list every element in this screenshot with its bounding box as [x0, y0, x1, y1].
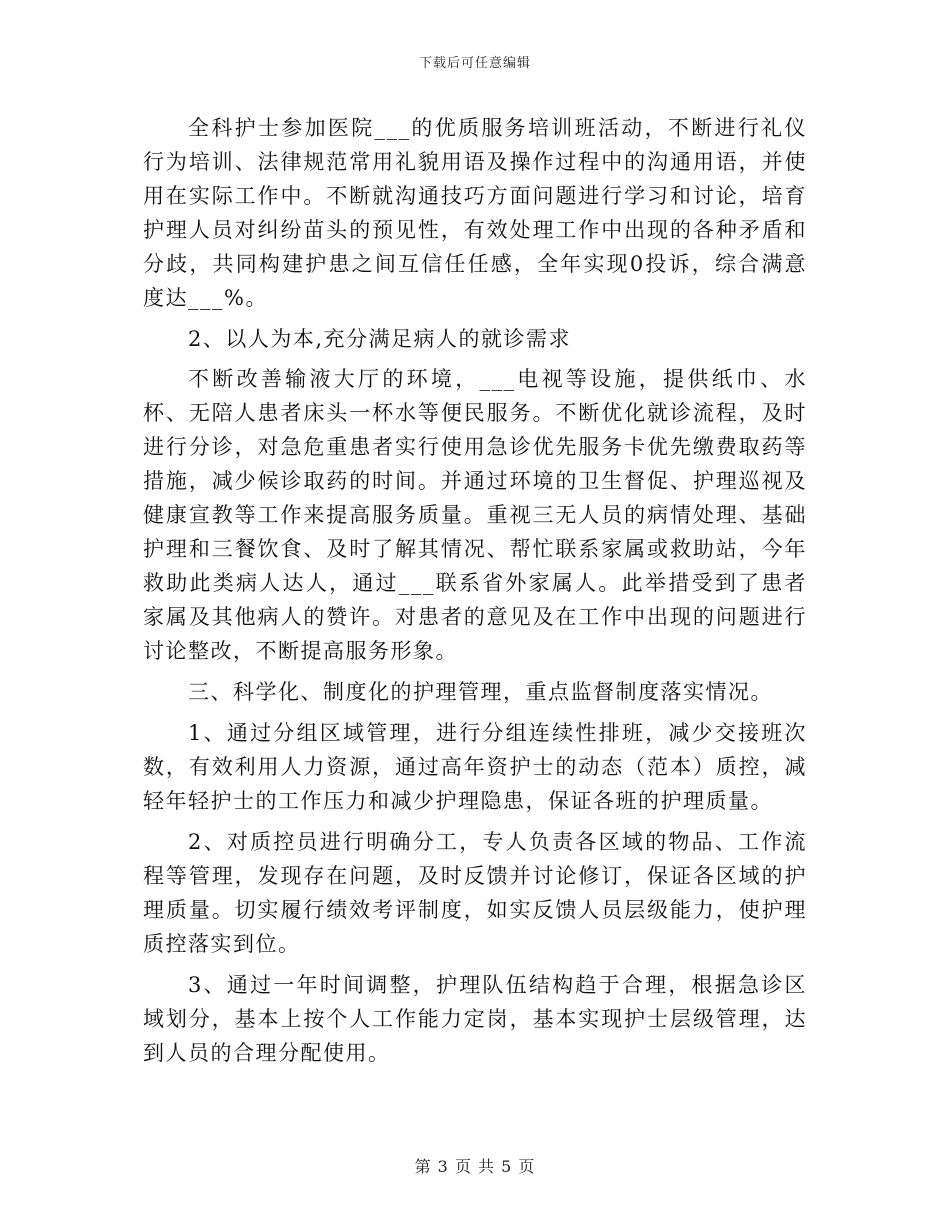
- paragraph-quality-control: 2、对质控员进行明确分工，专人负责各区域的物品、工作流程等管理，发现存在问题，及时反馈并讨论修订，保证各区域的护理质量。切实履行绩效考评制度，如实反馈人员层级能力，使护理质控落实到位。: [143, 829, 807, 956]
- paragraph-heading-management: 三、科学化、制度化的护理管理，重点监督制度落实情况。: [188, 679, 773, 704]
- paragraph-improve-environment: 不断改善输液大厅的环境，___电视等设施，提供纸巾、水杯、无陪人患者床头一杯水等便民服务。不断优化就诊流程，及时进行分诊，对急危重患者实行使用急诊优先服务卡优先缴费取药等措施，减少候诊取药的时间。并通过环境的卫生督促、护理巡视及健康宣教等工作来提高服务质量。重视三无人员的病情处理、基础护理和三餐饮食、及时了解其情况、帮忙联系家属或救助站，今年救助此类病人达人，通过___联系省外家属人。此举措受到了患者家属及其他病人的赞许。对患者的意见及在工作中出现的问题进行讨论整改，不断提高服务形象。: [143, 367, 807, 663]
- paragraph-heading-patient-needs: 2、以人为本,充分满足病人的就诊需求: [188, 326, 572, 351]
- paragraph-team-structure: 3、通过一年时间调整，护理队伍结构趋于合理，根据急诊区域划分，基本上按个人工作能力定岗，基本实现护士层级管理，达到人员的合理分配使用。: [143, 972, 807, 1065]
- paragraph-group-management: 1、通过分组区域管理，进行分组连续性排班，减少交接班次数，有效利用人力资源，通过高年资护士的动态（范本）质控，减轻年轻护士的工作压力和减少护理隐患，保证各班的护理质量。: [143, 720, 807, 813]
- page-number: 第 3 页 共 5 页: [414, 1157, 536, 1176]
- paragraph-service-training: 全科护士参加医院___的优质服务培训班活动，不断进行礼仪行为培训、法律规范常用礼貌用语及操作过程中的沟通用语，并使用在实际工作中。不断就沟通技巧方面问题进行学习和讨论，培育护理人员对纠纷苗头的预见性，有效处理工作中出现的各种矛盾和分歧，共同构建护患之间互信任任感，全年实现0投诉，综合满意度达___%。: [143, 116, 807, 310]
- page-header: 下载后可任意编辑: [418, 56, 531, 71]
- document-body: [143, 111, 807, 1076]
